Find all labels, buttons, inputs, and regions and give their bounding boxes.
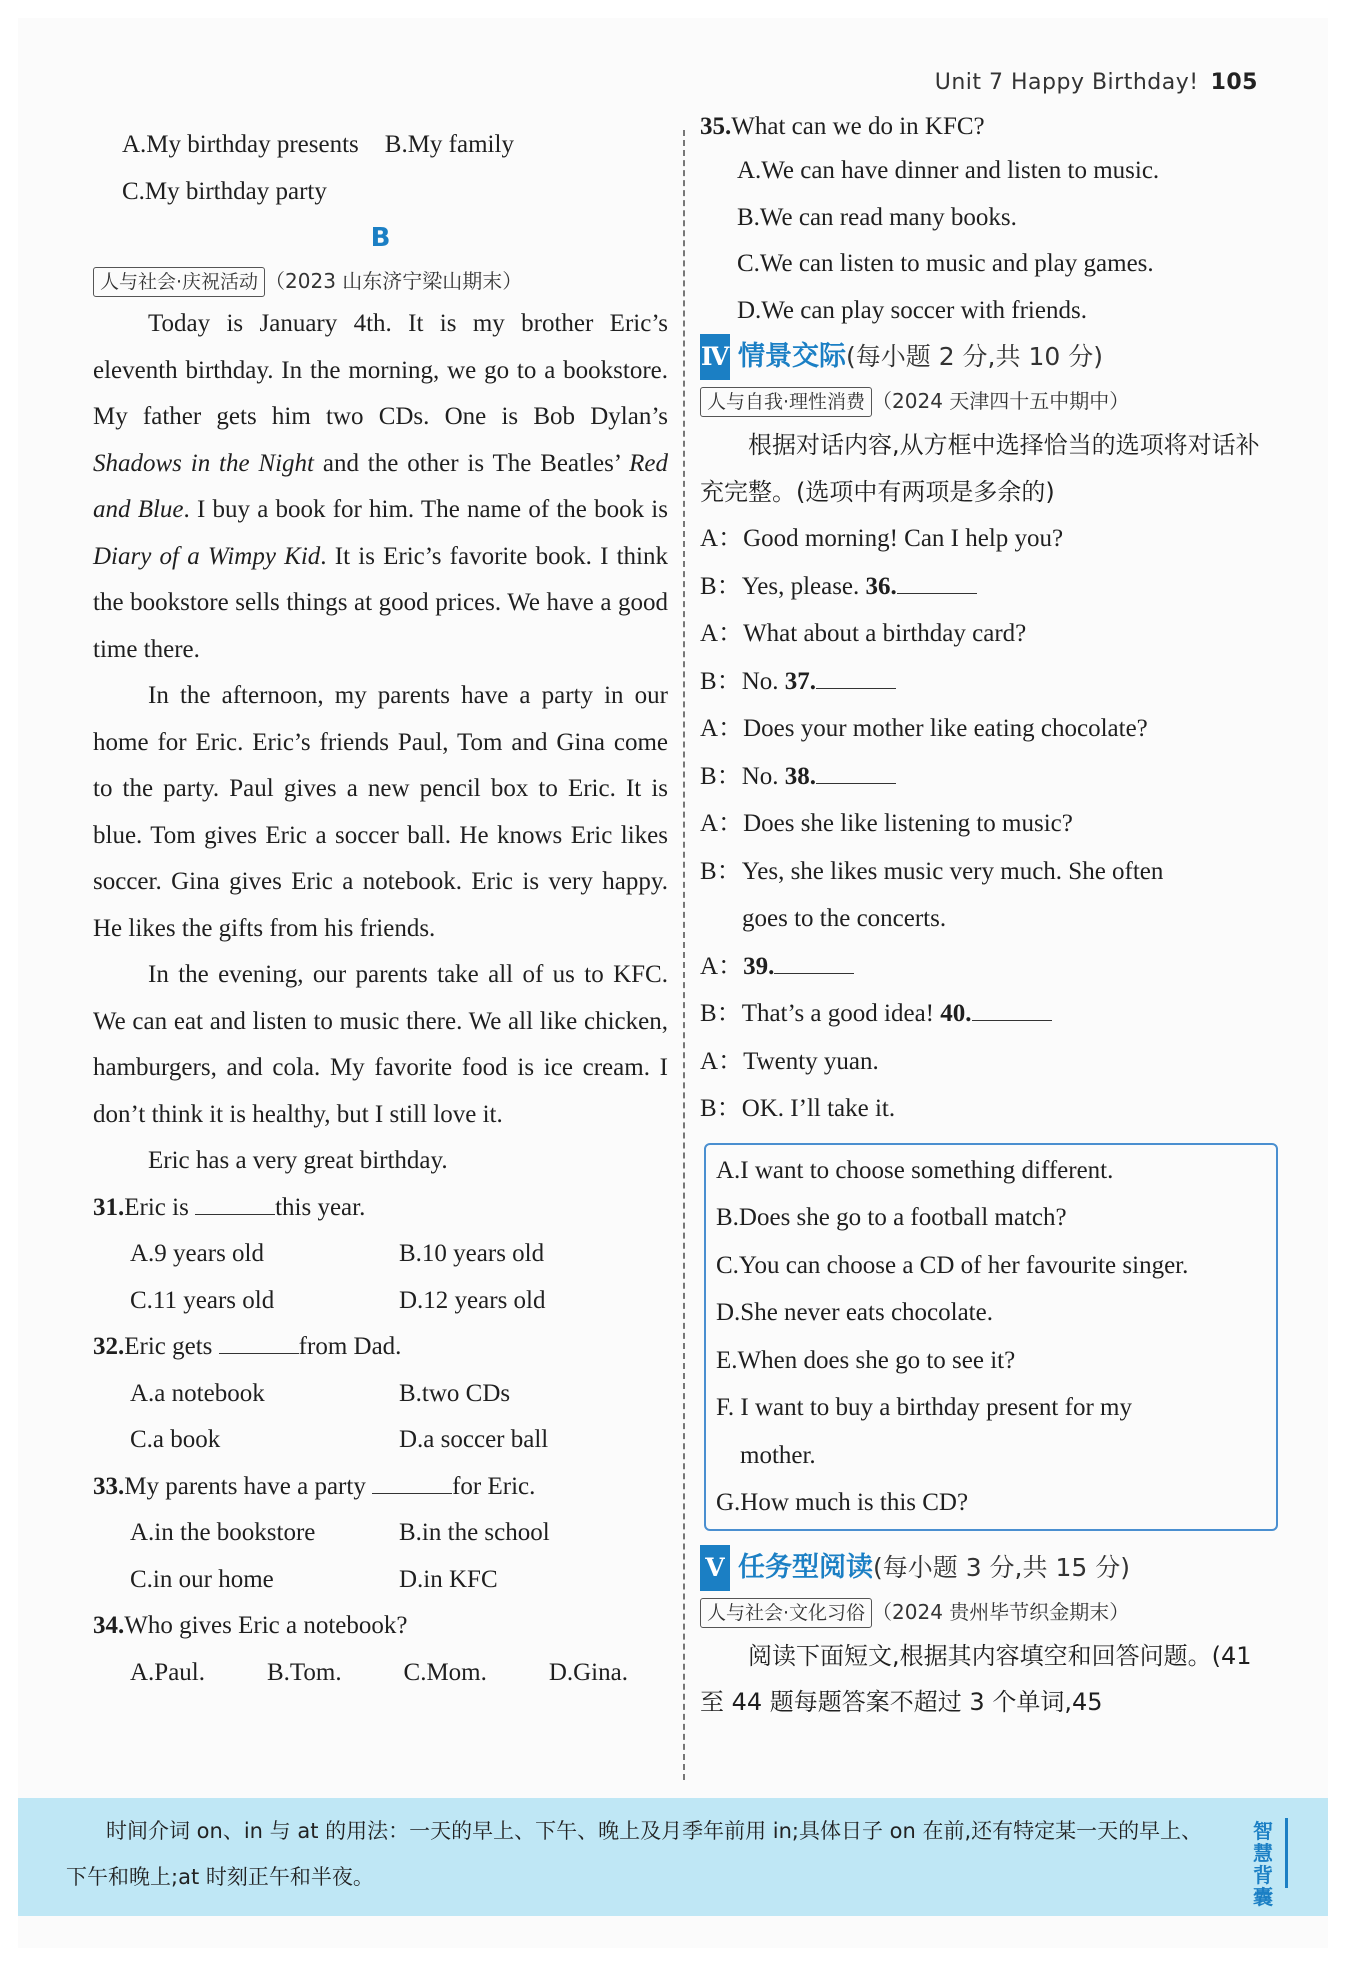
source-note: （2024 天津四十五中期中）: [872, 389, 1130, 413]
option-d[interactable]: D.Gina.: [548, 1658, 628, 1686]
dialogue-line: B：Yes, she likes music very much. She often: [700, 857, 1164, 885]
dialogue-line: A：What about a birthday card?: [700, 620, 1027, 647]
dialogue-line: B：No. 38.: [700, 753, 1280, 801]
option-c[interactable]: C.in our home: [130, 1565, 274, 1593]
option-a: A.My birthday presents: [122, 131, 359, 158]
q35-option-c[interactable]: C.We can listen to music and play games.: [737, 250, 1154, 277]
section-5-numeral: Ⅴ: [700, 1545, 730, 1591]
answer-blank-39[interactable]: [774, 953, 854, 974]
question-35: 35.What can we do in KFC?: [700, 113, 985, 140]
answer-blank[interactable]: [195, 1194, 275, 1215]
option-b[interactable]: B.two CDs: [399, 1379, 511, 1407]
dialogue-line: A：Good morning! Can I help you?: [700, 525, 1064, 552]
section-5-score: (每小题 3 分,共 15 分): [873, 1552, 1130, 1582]
q32-options-ab: [93, 1371, 668, 1418]
source-note: （2023 山东济宁梁山期末）: [265, 269, 523, 293]
section-4-instruction: 根据对话内容,从方框中选择恰当的选项将对话补充完整。(选项中有两项是多余的): [700, 431, 1260, 506]
dialogue-line: goes to the concerts.: [742, 905, 947, 932]
q33-options-ab: [93, 1510, 668, 1557]
topic-tag: 人与社会·庆祝活动: [93, 267, 265, 297]
box-option-c[interactable]: C.You can choose a CD of her favourite singer.: [716, 1251, 1189, 1279]
section-b-meta: [93, 261, 668, 301]
tip-side-label: 智慧背囊: [1253, 1819, 1273, 1909]
right-column: [700, 106, 1280, 1726]
passage-paragraph-1: Today is January 4th. It is my brother Eric’s eleventh birthday. In the morning, we go to a bookstore. My father gets him two CDs. One is Bob Dylan’s Shadows in the Night and the other is The Beatles’ Red and Blue. I buy a book for him. The name of the book is Diary of a Wimpy Kid. It is Eric’s favorite book. I think the bookstore sells things at good prices. We have a good time there.: [93, 310, 668, 663]
page-number: 105: [1210, 70, 1258, 95]
options-box: [704, 1143, 1278, 1531]
option-a[interactable]: A.9 years old: [130, 1240, 264, 1267]
box-option-f[interactable]: F. I want to buy a birthday present for my: [716, 1394, 1132, 1421]
answer-blank[interactable]: [372, 1473, 452, 1494]
section-4-heading: [700, 334, 1280, 380]
topic-tag: 人与自我·理性消费: [700, 387, 872, 417]
question-33: 33.My parents have a party for Eric.: [93, 1472, 536, 1500]
option-a[interactable]: A.in the bookstore: [130, 1519, 316, 1546]
dialogue-line: B：Yes, please. 36.: [700, 563, 1280, 611]
dialogue-line: A：Does she like listening to music?: [700, 810, 1073, 837]
q32-options-cd: [93, 1417, 668, 1464]
passage-paragraph-3: In the evening, our parents take all of us to KFC. We can eat and listen to music there. We all like chicken, hamburgers, and cola. My favorite food is ice cream. I don’t think it is healthy, but I still love it.: [93, 961, 668, 1128]
box-option-a[interactable]: A.I want to choose something different.: [716, 1156, 1114, 1184]
section-4-meta: [700, 380, 1280, 422]
section-b-label: B: [370, 223, 391, 253]
answer-blank-40[interactable]: [972, 1000, 1052, 1021]
unit-title: Unit 7 Happy Birthday!: [934, 70, 1199, 95]
option-c[interactable]: C.a book: [130, 1426, 221, 1453]
dialogue-line: A：Does your mother like eating chocolate?: [700, 715, 1148, 742]
tip-text: 时间介词 on、in 与 at 的用法：一天的早上、下午、晚上及月季年前用 in;具体日子 on 在前,还有特定某一天的早上、下午和晚上;at 时刻正午和半夜。: [66, 1819, 1203, 1889]
answer-blank-38[interactable]: [816, 763, 896, 784]
source-note: （2024 贵州毕节织金期末）: [872, 1599, 1130, 1624]
section-5-heading: [700, 1545, 1280, 1591]
answer-blank[interactable]: [219, 1333, 299, 1354]
box-option-b[interactable]: B.Does she go to a football match?: [716, 1204, 1067, 1231]
topic-tag: 人与社会·文化习俗: [700, 1598, 872, 1628]
question-32: 32.Eric gets from Dad.: [93, 1333, 402, 1360]
q31-options-cd: [93, 1278, 668, 1325]
option-c[interactable]: C.Mom.: [403, 1658, 487, 1686]
box-option-e[interactable]: E.When does she go to see it?: [716, 1346, 1016, 1374]
left-column: [93, 122, 668, 1696]
section-5-name: 任务型阅读: [738, 1551, 873, 1583]
section-4-score: (每小题 2 分,共 10 分): [846, 342, 1103, 371]
box-option-f-cont: mother.: [740, 1441, 816, 1469]
column-divider: [683, 130, 685, 1780]
tip-footer: [18, 1798, 1328, 1916]
question-31: 31.Eric is this year.: [93, 1193, 366, 1221]
option-c[interactable]: C.11 years old: [130, 1286, 275, 1314]
q34-options: [93, 1650, 668, 1697]
dialogue-line: B：OK. I’ll take it.: [700, 1095, 896, 1122]
q33-options-cd: [93, 1557, 668, 1604]
section-5-instruction: 阅读下面短文,根据其内容填空和回答问题。(41 至 44 题每题答案不超过 3 个单词,45: [700, 1641, 1252, 1716]
q31-options-ab: [93, 1231, 668, 1278]
option-d[interactable]: D.in KFC: [399, 1565, 498, 1593]
answer-blank-37[interactable]: [816, 668, 896, 689]
section-5-meta: [700, 1591, 1280, 1633]
dialogue-line: B：No. 37.: [700, 658, 1280, 706]
section-4-name: 情景交际: [738, 341, 846, 372]
dialogue-line: A：39.: [700, 943, 1280, 991]
option-a[interactable]: A.Paul.: [130, 1658, 205, 1686]
q35-option-b[interactable]: B.We can read many books.: [737, 203, 1017, 231]
dialogue-line: A：Twenty yuan.: [700, 1047, 879, 1075]
q35-option-d[interactable]: D.We can play soccer with friends.: [737, 296, 1087, 324]
passage-paragraph-4: Eric has a very great birthday.: [148, 1147, 448, 1174]
option-b[interactable]: B.10 years old: [399, 1240, 545, 1267]
option-a[interactable]: A.a notebook: [130, 1379, 265, 1407]
option-b[interactable]: B.in the school: [399, 1519, 550, 1546]
option-d[interactable]: D.a soccer ball: [399, 1426, 549, 1453]
passage-paragraph-2: In the afternoon, my parents have a party in our home for Eric. Eric’s friends Paul, Tom and Gina come to the party. Paul gives a new pencil box to Eric. It is blue. Tom gives Eric a soccer ball. He knows Eric likes soccer. Gina gives Eric a notebook. Eric is very happy. He likes the gifts from his friends.: [93, 682, 668, 942]
previous-question-options: [93, 122, 668, 169]
box-option-d[interactable]: D.She never eats chocolate.: [716, 1299, 993, 1326]
box-option-g[interactable]: G.How much is this CD?: [716, 1489, 969, 1516]
option-b[interactable]: B.Tom.: [266, 1658, 342, 1686]
question-34: 34.Who gives Eric a notebook?: [93, 1612, 408, 1639]
tip-side-bar: [1285, 1818, 1288, 1888]
q35-option-a[interactable]: A.We can have dinner and listen to music.: [737, 157, 1160, 184]
dialogue: [700, 515, 1280, 1133]
page-header: [935, 70, 1258, 95]
dialogue-line: B：That’s a good idea! 40.: [700, 990, 1280, 1038]
answer-blank-36[interactable]: [897, 573, 977, 594]
textbook-page: [18, 18, 1328, 1948]
option-b: B.My family: [384, 131, 514, 158]
option-d[interactable]: D.12 years old: [399, 1286, 546, 1314]
section-4-numeral: Ⅳ: [700, 334, 730, 380]
option-c: C.My birthday party: [122, 177, 327, 205]
